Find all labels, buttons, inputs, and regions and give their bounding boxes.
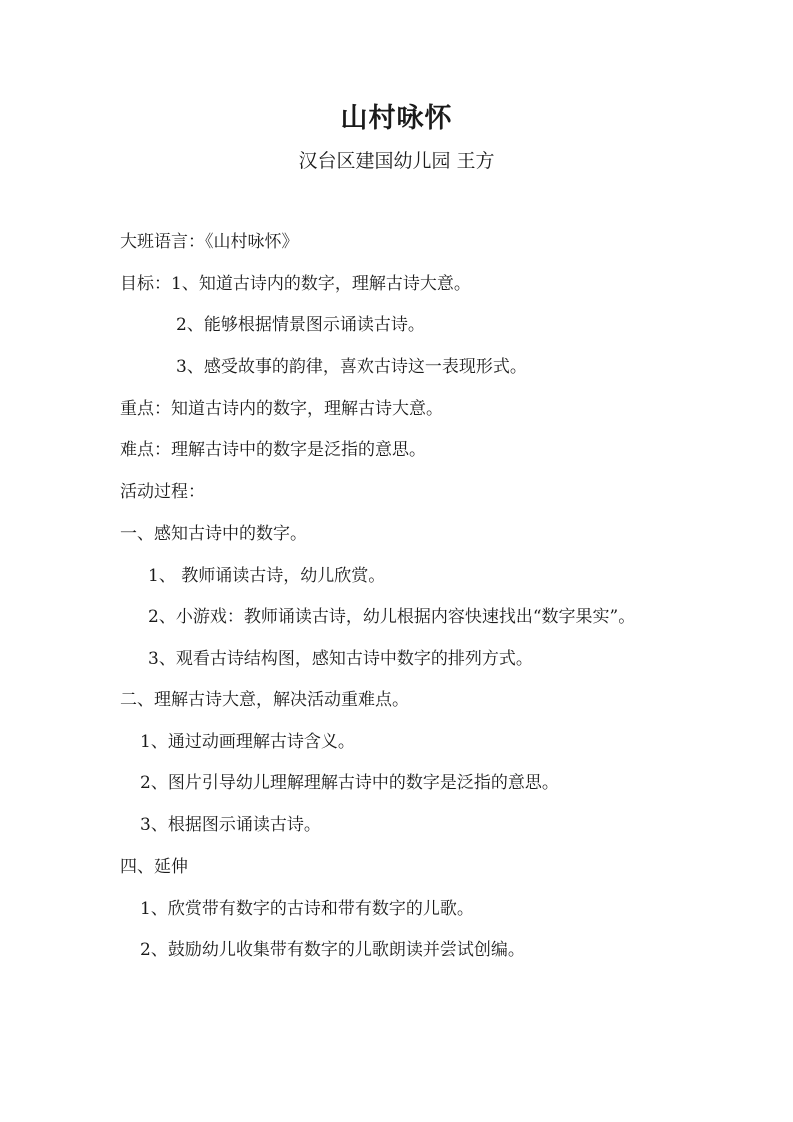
activity-process-heading: 活动过程： <box>120 482 205 502</box>
goal-2: 2、能够根据情景图示诵读古诗。 <box>176 315 425 335</box>
section-2-heading: 二、理解古诗大意，解决活动重难点。 <box>120 690 409 710</box>
section-2-item-3: 3、根据图示诵读古诗。 <box>140 815 321 835</box>
section-2-item-2: 2、图片引导幼儿理解理解古诗中的数字是泛指的意思。 <box>140 773 559 793</box>
document-author: 汉台区建国幼儿园 王方 <box>298 150 495 172</box>
section-4-heading: 四、延伸 <box>120 857 188 877</box>
section-2-item-1: 1、通过动画理解古诗含义。 <box>140 732 355 752</box>
section-4-item-2: 2、鼓励幼儿收集带有数字的儿歌朗读并尝试创编。 <box>140 940 525 960</box>
key-point: 重点：知道古诗内的数字，理解古诗大意。 <box>120 399 443 419</box>
section-1-item-1: 1、 教师诵读古诗，幼儿欣赏。 <box>148 566 386 586</box>
section-1-heading: 一、感知古诗中的数字。 <box>120 524 307 544</box>
document-title: 山村咏怀 <box>340 103 453 134</box>
section-1-item-2: 2、小游戏：教师诵读古诗，幼儿根据内容快速找出“数字果实”。 <box>148 607 636 627</box>
difficulty: 难点：理解古诗中的数字是泛指的意思。 <box>120 440 426 460</box>
lesson-heading: 大班语言：《山村咏怀》 <box>120 232 299 252</box>
section-1-item-3: 3、观看古诗结构图，感知古诗中数字的排列方式。 <box>148 649 533 669</box>
goal-3: 3、感受故事的韵律，喜欢古诗这一表现形式。 <box>176 357 527 377</box>
goal-1: 目标：1、知道古诗内的数字，理解古诗大意。 <box>120 274 471 294</box>
section-4-item-1: 1、欣赏带有数字的古诗和带有数字的儿歌。 <box>140 899 474 919</box>
